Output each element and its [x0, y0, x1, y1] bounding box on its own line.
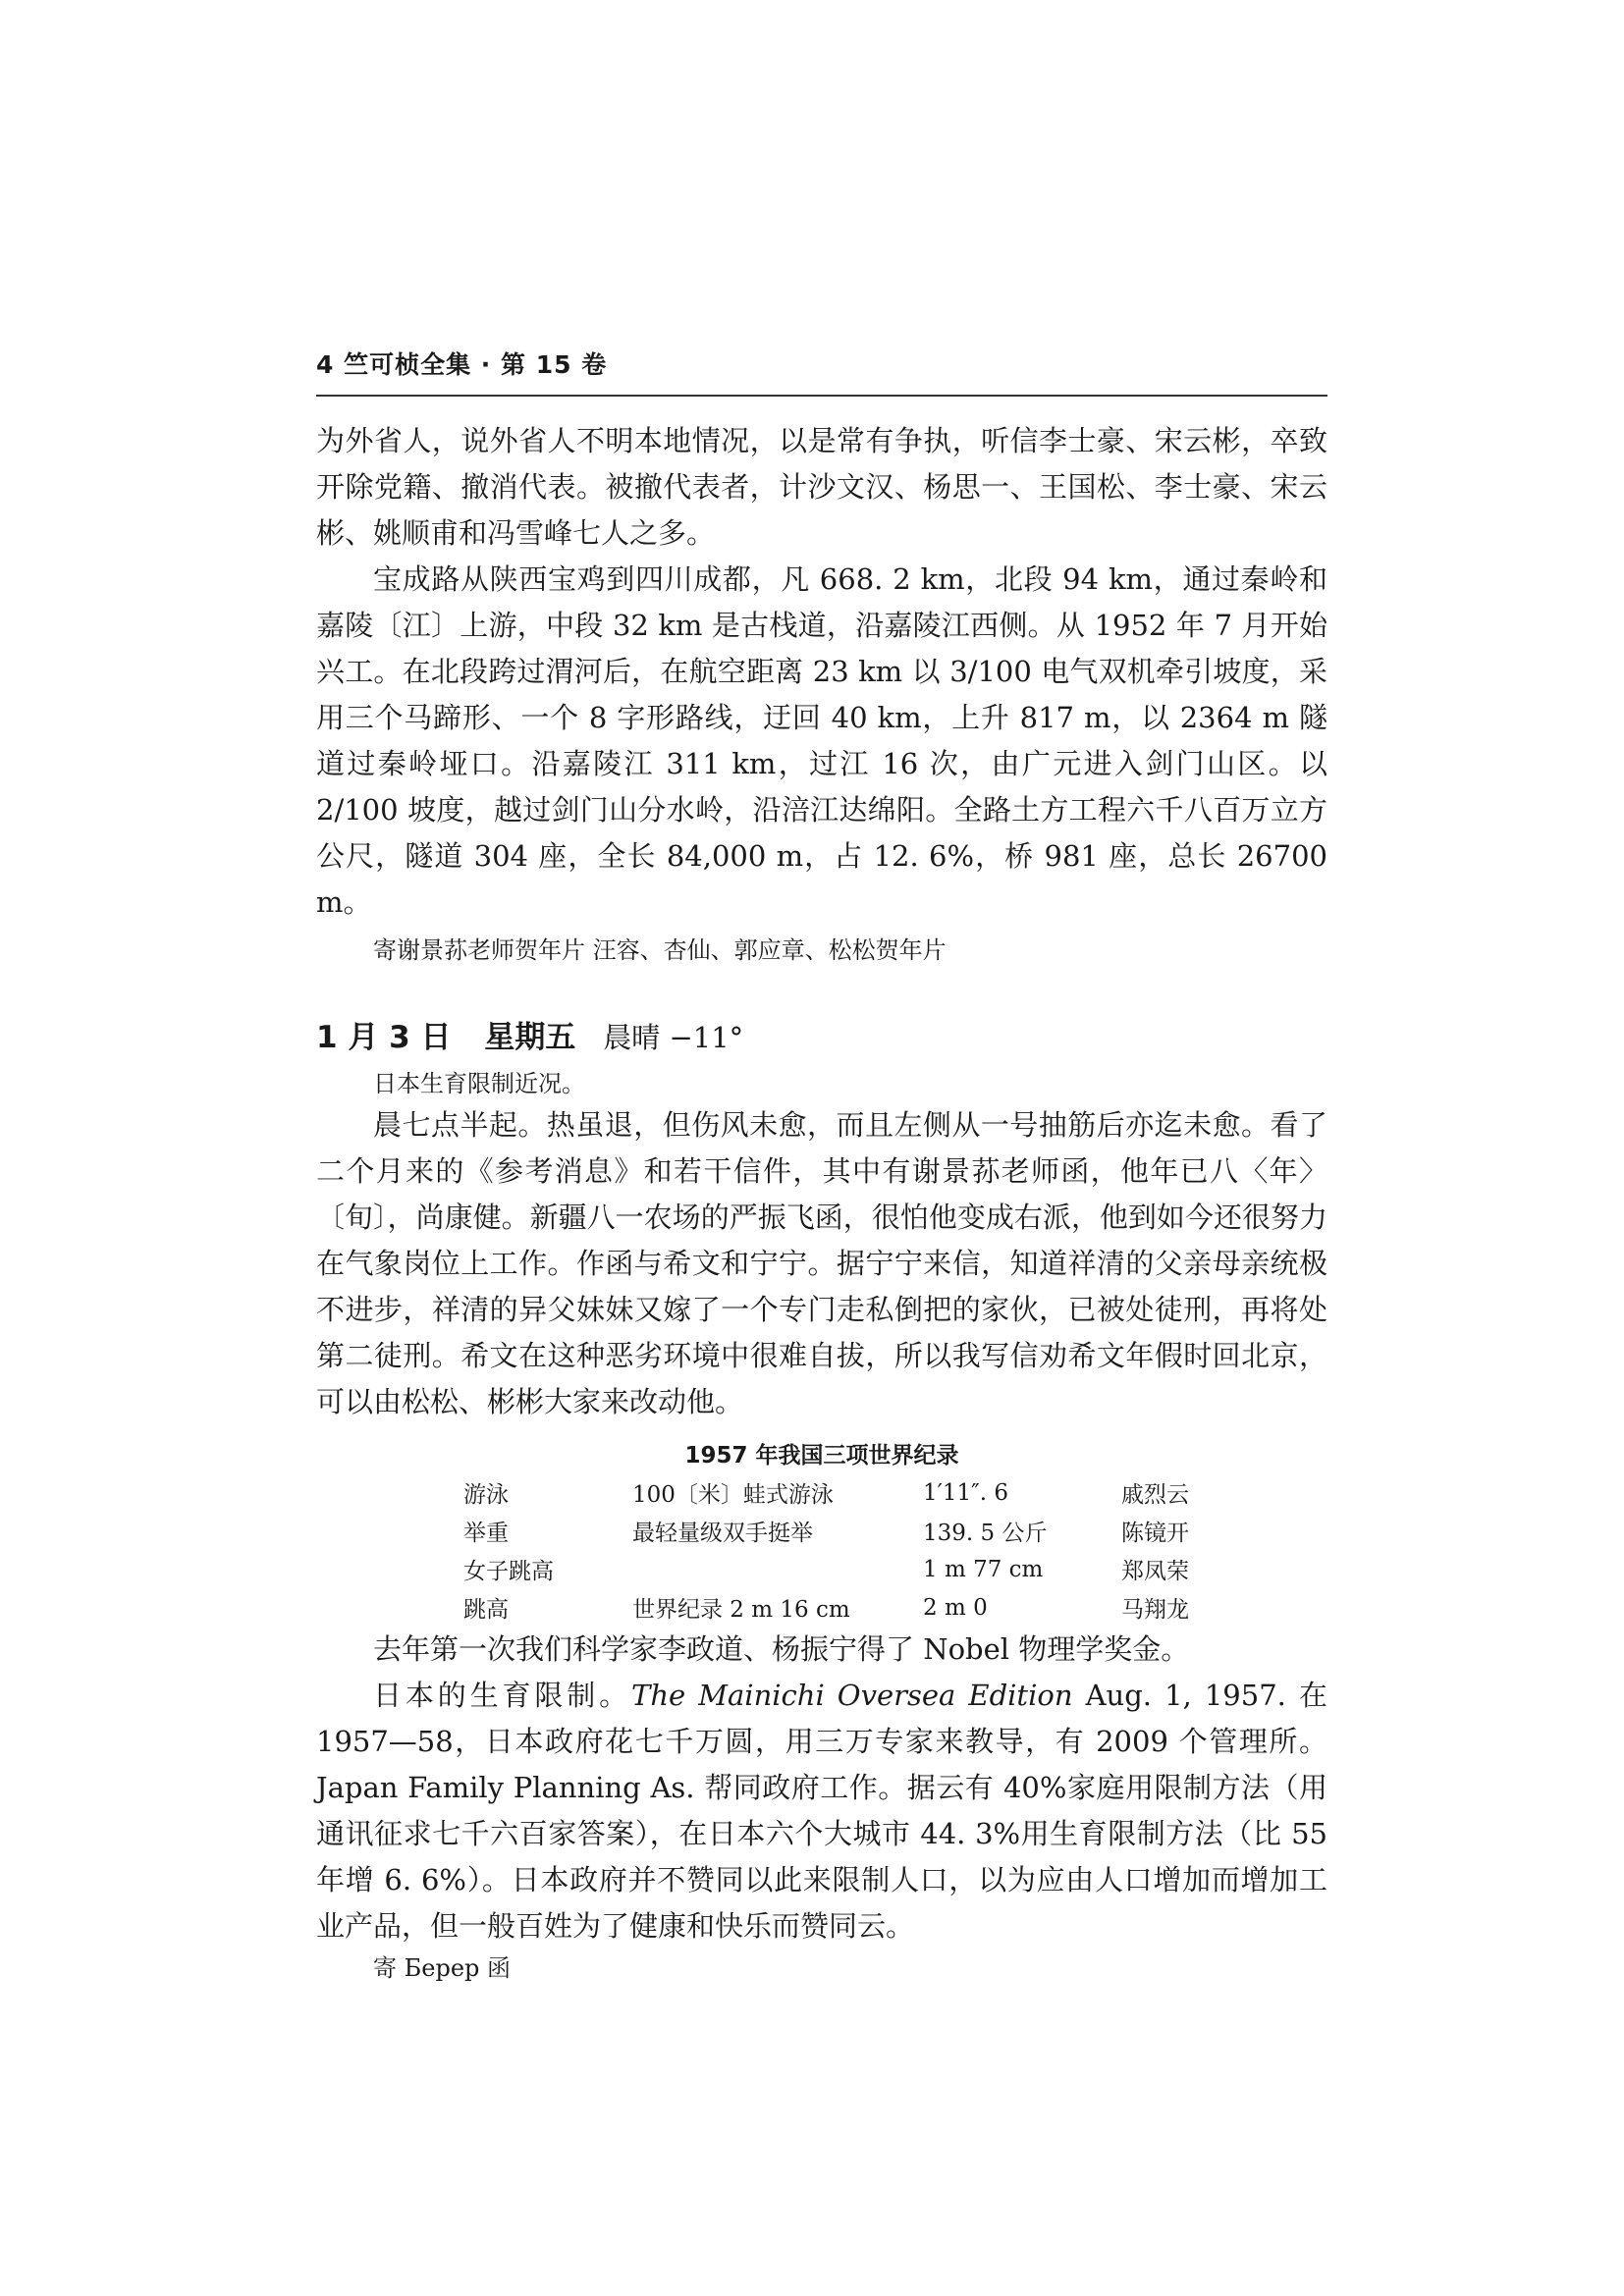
- nobel-paragraph: 去年第一次我们科学家李政道、杨振宁得了 Nobel 物理学奖金。: [373, 1632, 1190, 1666]
- greeting-card-note: 寄谢景荪老师贺年片 汪容、杏仙、郭应章、松松贺年片: [373, 936, 947, 964]
- table-cell: 世界纪录 2 m 16 cm: [632, 1597, 850, 1623]
- morning-paragraph: 晨七点半起。热虽退，但伤风未愈，而且左侧从一号抽筋后亦迄未愈。看了二个月来的《参考消息》和若干信件，其中有谢景荪老师函，他年已八〈年〉〔旬〕，尚康健。新疆八一农场的严振飞函，很怕他变成右派，他到如今还很努力在气象岗位上工作。作函与希文和宁宁。据宁宁来信，知道祥清的父亲母亲统极不进步，祥清的异父妹妹又嫁了一个专门走私倒把的家伙，已被处徒刑，再将处第二徒刑。希文在这种恶劣环境中很难自拔，所以我写信劝希文年假时回北京，可以由松松、彬彬大家来改动他。: [316, 1108, 1327, 1418]
- running-head: 4 竺可桢全集 · 第 15 卷: [316, 346, 1327, 397]
- table-cell: 戚烈云: [1121, 1482, 1189, 1508]
- table-cell: 陈镜开: [1121, 1521, 1189, 1546]
- newspaper-title: The Mainichi Oversea Edition: [631, 1679, 1073, 1712]
- table-cell: [632, 1550, 923, 1588]
- table-cell: 139. 5 公斤: [923, 1521, 1048, 1546]
- table-cell: 马翔龙: [1121, 1597, 1189, 1623]
- entry-date: 1 月 3 日: [316, 1020, 452, 1055]
- continued-paragraph: 为外省人，说外省人不明本地情况，以是常有争执，听信李士豪、宋云彬，卒致开除党籍、撤消代表。被撤代表者，计沙文汉、杨思一、王国松、李士豪、宋云彬、姚顺甫和冯雪峰七人之多。: [316, 424, 1327, 550]
- diary-entry-heading: [316, 1016, 1327, 1059]
- table-cell: 跳高: [463, 1597, 509, 1623]
- book-page: [316, 346, 1327, 1987]
- paragraph-lead: 日本的生育限制。: [373, 1679, 632, 1712]
- topic-note: 日本生育限制近况。: [373, 1070, 585, 1097]
- table-row: [463, 1588, 1239, 1627]
- baocheng-railway-paragraph: 宝成路从陕西宝鸡到四川成都，凡 668. 2 km，北段 94 km，通过秦岭和嘉陵〔江〕上游，中段 32 km 是古栈道，沿嘉陵江西侧。从 1952 年 7 月开始兴工。在北段跨过渭河后，在航空距离 23 km 以 3/100 电气双机牵引坡度，采用三个马蹄形、一个 8 字形路线，迂回 40 km，上升 817 m，以 2364 m 隧道过秦岭垭口。沿嘉陵江 311 km，过江 16 次，由广元进入剑门山区。以 2/100 坡度，越过剑门山分水岭，沿涪江达绵阳。全路土方工程六千八百万立方公尺，隧道 304 座，全长 84,000 m，占 12. 6%，桥 981 座，总长 26700 m。: [316, 562, 1327, 919]
- birth-control-paragraph: [316, 1673, 1327, 1949]
- table-cell: 郑凤荣: [1121, 1559, 1189, 1584]
- world-records-table: [463, 1473, 1239, 1627]
- table-cell: 女子跳高: [463, 1559, 554, 1584]
- letter-note: 寄 Берер 函: [373, 1954, 512, 1982]
- table-cell: 2 m 0: [923, 1594, 988, 1621]
- table-cell: 100〔米〕蛙式游泳: [632, 1482, 834, 1508]
- table-cell: 最轻量级双手挺举: [632, 1521, 813, 1546]
- table-row: [463, 1473, 1239, 1512]
- table-cell: 游泳: [463, 1482, 509, 1508]
- table-row: [463, 1550, 1239, 1588]
- table-cell: 1 m 77 cm: [923, 1556, 1044, 1582]
- paragraph-body: Aug. 1, 1957. 在 1957—58，日本政府花七千万圆，用三万专家来教导，有 2009 个管理所。Japan Family Planning As. 帮同政府工作。据云有 40%家庭用限制方法（用通讯征求七千六百家答案），在日本六个大城市 44. 3%用生育限制方法（比 55 年增 6. 6%）。日本政府并不赞同以此来限制人口，以为应由人口增加而增加工业产品，但一般百姓为了健康和快乐而赞同云。: [316, 1679, 1327, 1943]
- records-table-title: 1957 年我国三项世界纪录: [684, 1443, 959, 1468]
- table-cell: 举重: [463, 1521, 509, 1546]
- table-cell: 1′11″. 6: [923, 1479, 1008, 1506]
- entry-weather: 晨晴 −11°: [603, 1021, 744, 1054]
- table-row: [463, 1512, 1239, 1550]
- entry-weekday: 星期五: [484, 1020, 576, 1055]
